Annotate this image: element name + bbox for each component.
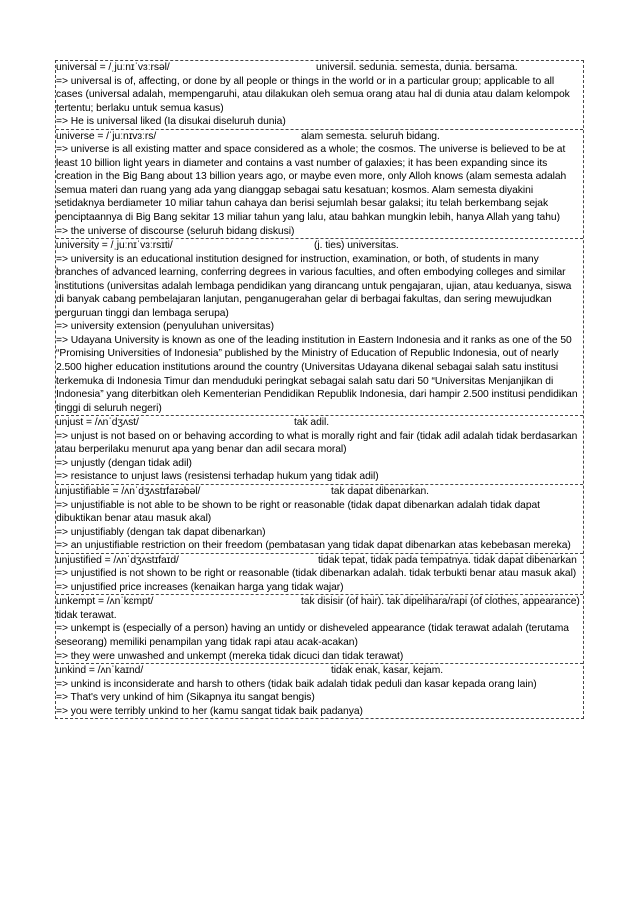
entry-line: => unkempt is (especially of a person) having an untidy or disheveled appearance (tidak terawat adalah (terutama seseorang) memiliki penampilan yang tidak rapi atau acak-acakan) — [56, 623, 569, 648]
entry-line: => university extension (penyuluhan universitas) — [56, 321, 274, 333]
entry-line: => an unjustifiable restriction on their freedom (pembatasan yang tidak dapat dibenarkan atas kebebasan mereka) — [56, 540, 571, 552]
entry-headword: university = /ˌjuːnɪˈvɜːrsɪti/ — [56, 240, 173, 252]
entry-header — [56, 554, 581, 568]
dictionary-entry — [56, 129, 583, 238]
dictionary-entry — [56, 594, 583, 663]
entry-line: => resistance to unjust laws (resistensi terhadap hukum yang tidak adil) — [56, 471, 379, 483]
entry-meaning: alam semesta. seluruh bidang. — [301, 130, 440, 142]
entry-line: => universal is of, affecting, or done by all people or things in the world or in a particular group; applicable to all cases (universal adalah, mempengaruhi, atau dilakukan oleh semua orang atau hal di dunia atau dalam kelompok tertentu; berlaku untuk semua kasus) — [56, 75, 570, 114]
dictionary-table — [55, 60, 584, 719]
entry-line: => unkind is inconsiderate and harsh to others (tidak baik adalah tidak peduli dan kasar kepada orang lain) — [56, 678, 537, 690]
entry-line: => That's very unkind of him (Sikapnya itu sangat bengis) — [56, 692, 315, 704]
entry-header — [56, 485, 581, 499]
dictionary-entry — [56, 553, 583, 595]
entry-meaning: tidak tepat, tidak pada tempatnya. tidak dapat dibenarkan — [318, 554, 577, 566]
entry-headword: unjustified = /ʌnˈdʒʌstɪfaɪd/ — [56, 554, 179, 566]
entry-meaning: (j. ties) universitas. — [314, 240, 399, 252]
entry-header — [56, 130, 581, 144]
entry-meaning: tak dapat dibenarkan. — [331, 485, 429, 497]
entry-meaning: universil. sedunia. semesta, dunia. bersama. — [316, 62, 518, 73]
dictionary-entry — [56, 484, 583, 553]
entry-headword: universe = /ˈjuːnɪvɜːrs/ — [56, 130, 157, 142]
entry-header — [56, 61, 581, 75]
entry-line: => unjustifiably (dengan tak dapat dibenarkan) — [56, 526, 266, 538]
entry-line: => Udayana University is known as one of the leading institution in Eastern Indonesia and it ranks as one of the 50 “Promising Universities of Indonesia” published by the Ministry of Education of Republic Indonesia, out of nearly 2.500 higher education institutions around the country (Universitas Udayana dikenal sebagai salah satu institusi terkemuka di Indonesia Timur dan menduduki peringkat sebagai salah satu dari 50 “Universitas Menjanjikan di Indonesia” yang diterbitkan oleh Kementerian Pendidikan Republik Indonesia, dari hampir 2.500 institusi pendidikan tinggi di seluruh negeri) — [56, 334, 578, 414]
dictionary-entry — [56, 61, 583, 129]
entry-line: => they were unwashed and unkempt (mereka tidak dicuci dan tidak terawat) — [56, 650, 404, 662]
entry-line: => the universe of discourse (seluruh bidang diskusi) — [56, 225, 295, 237]
dictionary-entry — [56, 663, 583, 718]
entry-headword: universal = /ˌjuːnɪˈvɜːrsəl/ — [56, 62, 170, 73]
entry-line: => universe is all existing matter and space considered as a whole; the cosmos. The universe is believed to be at least 10 billion light years in diameter and contains a vast number of galaxies; it has been expanding since its creation in the Big Bang about 13 billion years ago, or maybe even more, only Alloh knows (alam semesta adalah semua materi dan ruang yang ada yang dianggap sebagai satu kesatuan; kosmos. Alam semesta diyakini setidaknya berdiameter 10 miliar tahun cahaya dan berisi sejumlah besar galaksi; itu telah berkembang sejak penciptaannya di Big Bang sekitar 13 miliar tahun yang lalu, atau bahkan mungkin lebih, hanya Allah yang tahu) — [56, 144, 567, 224]
entry-headword: unjustifiable = /ʌnˈdʒʌstɪfaɪəbəl/ — [56, 485, 201, 497]
entry-line: => unjustified is not shown to be right or reasonable (tidak dibenarkan adalah. tidak terbukti benar atau masuk akal) — [56, 568, 577, 580]
entry-headword: unkind = /ʌnˈkaɪnd/ — [56, 665, 144, 677]
entry-line: => you were terribly unkind to her (kamu sangat tidak baik padanya) — [56, 705, 363, 717]
entry-meaning: tak adil. — [294, 417, 330, 429]
entry-header — [56, 595, 581, 622]
entry-line: => He is universal liked (Ia disukai diseluruh dunia) — [56, 116, 286, 128]
entry-line: => unjustly (dengan tidak adil) — [56, 457, 192, 469]
entry-header — [56, 664, 581, 678]
entry-meaning: tak disisir (of hair). tak dipelihara/rapi (of clothes, appearance) tidak terawat. — [56, 596, 580, 621]
entry-line: => unjust is not based on or behaving according to what is morally right and fair (tidak adil adalah tidak berdasarkan atau berperilaku menurut apa yang benar dan adil secara moral) — [56, 430, 578, 456]
entry-header — [56, 416, 581, 430]
entry-header — [56, 239, 581, 253]
entry-meaning: tidak enak, kasar, kejam. — [331, 665, 444, 677]
entry-line: => unjustified price increases (kenaikan harga yang tidak wajar) — [56, 581, 344, 593]
dictionary-entry — [56, 238, 583, 415]
entry-line: => unjustifiable is not able to be shown to be right or reasonable (tidak dapat dibenarkan adalah tidak dapat dibuktikan benar atau masuk akal) — [56, 499, 540, 525]
dictionary-entry — [56, 415, 583, 484]
entry-line: => university is an educational institution designed for instruction, examination, or both, of students in many branches of advanced learning, conferring degrees in various faculties, and often embodying colleges and similar institutions (universitas adalah lembaga pendidikan yang dirancang untuk pengajaran, ujian, atau keduanya, siswa di banyak cabang pembelajaran lanjutan, penganugerahan gelar di berbagai fakultas, dan sering mewujudkan perguruan tinggi dan lembaga serupa) — [56, 253, 572, 319]
entry-headword: unkempt = /ʌnˈkɛmpt/ — [56, 596, 154, 608]
entry-headword: unjust = /ʌnˈdʒʌst/ — [56, 417, 139, 429]
